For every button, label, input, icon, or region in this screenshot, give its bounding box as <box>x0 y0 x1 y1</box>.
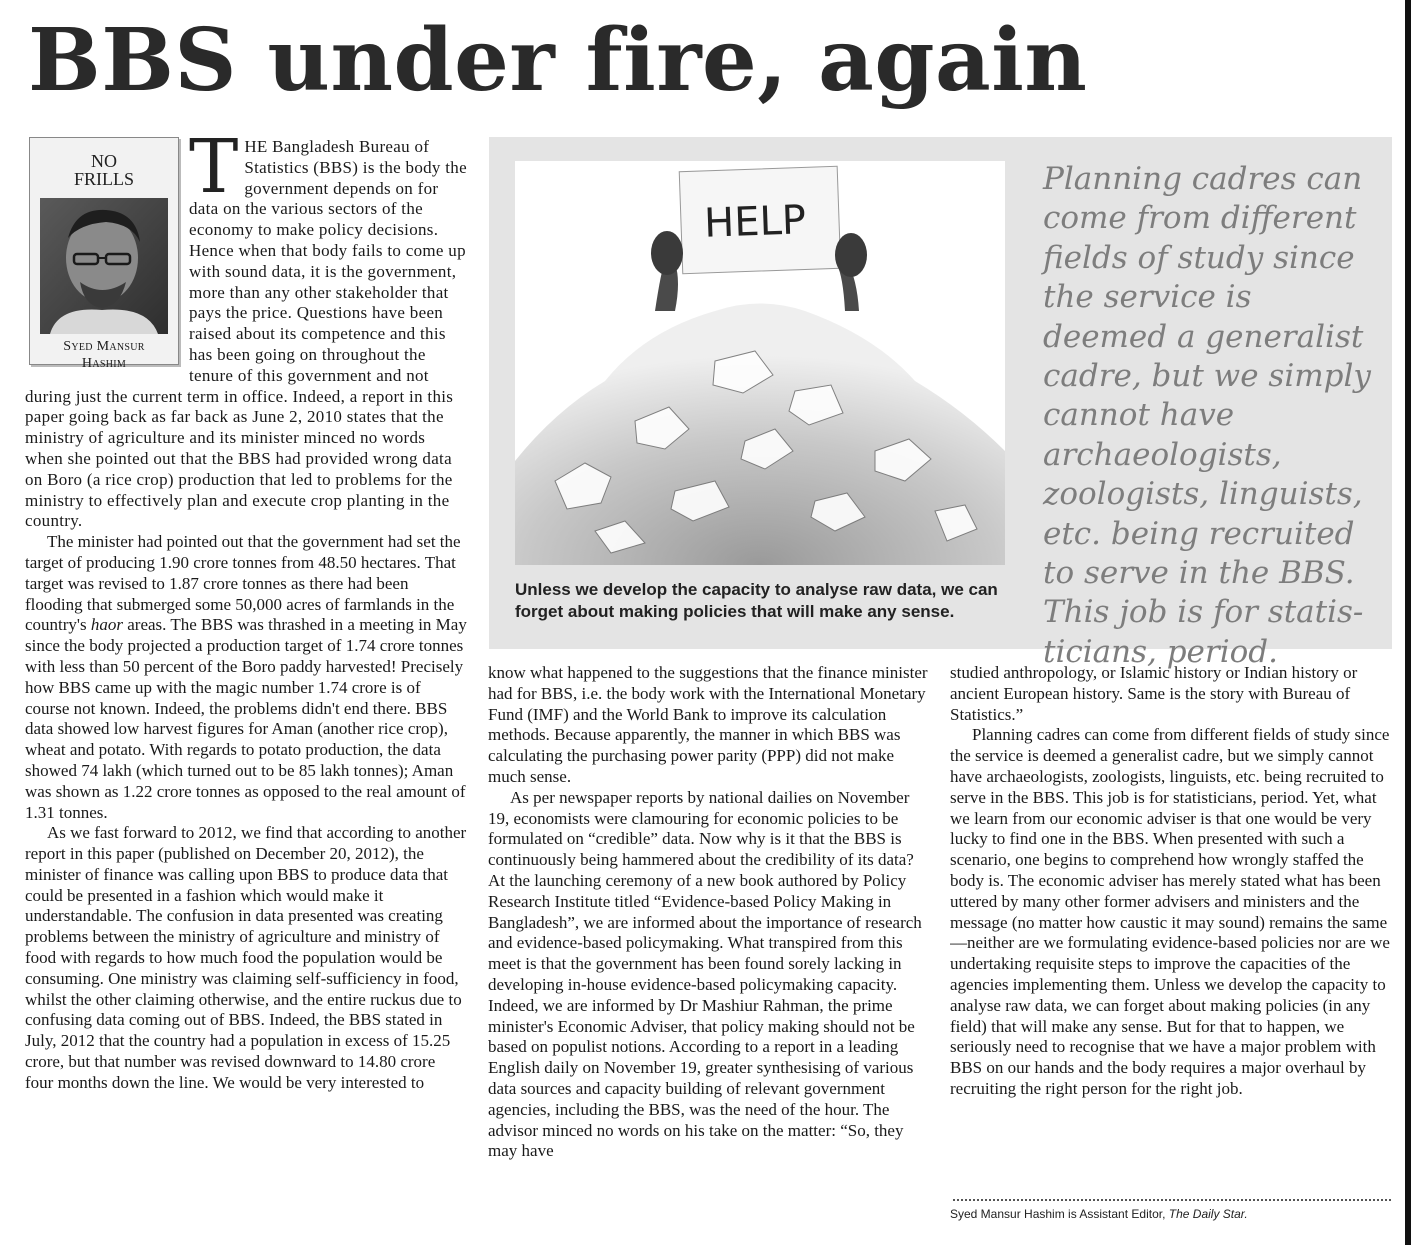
article-paragraph: As per newspaper reports by national dailies on November 19, economists were clamouring for economic policies to be formulated on “credible” data. Now why is it that the BBS is continuously being hammered about the credibility of its data? At the launching ceremony of a new book authored by Policy Research Institute titled “Evidence-based Policy Making in Bangladesh”, we are informed about the importance of research and evidence-based policymaking. What transpired from this meet is that the government has been found sorely lacking in developing in-house evidence-based policymaking capacity. Indeed, we are informed by Dr Mashiur Rahman, the prime minister's Economic Adviser, that policy making should not be based on populist notions. According to a report in a leading English daily on November 19, greater synthesising of various data sources and capacity building of relevant government agencies, including the BBS, was the need of the hour. The advisor minced no words on his take on the matter: “So, they may have <box>488 787 922 1161</box>
author-photo <box>40 198 168 334</box>
column-name-line1: NO <box>91 151 117 171</box>
article-column-3 <box>950 663 1390 1233</box>
column-name <box>30 152 178 188</box>
author-name-line2: Hashim <box>81 356 127 371</box>
byline-box <box>29 137 179 371</box>
help-illustration <box>515 161 1005 565</box>
article-paragraph: Planning cadres can come from different fields of study since the service is deemed a generalist cadre, but we simply cannot have archaeologists, zoologists, linguists, etc. being recruited to serve in the BBS. This job is for statisticians, period. Yet, what we learn from our economic adviser is that one would be very lucky to find one in the BBS. When presented with such a scenario, one begins to comprehend how wrongly staffed the body is. The economic adviser has merely stated what has been uttered by many other former advisers and ministers and the message (no matter how caustic it may sound) remains the same—neither are we formulating evidence-based policies nor are we undertaking requisite steps to improve the capacities of the agencies implementing them. Unless we develop the capacity to analyse raw data, we can forget about making policies (in any field) that will make any sense. But for that to happen, we seriously need to recognise that we have a major problem with BBS on our hands and the body requires a major overhaul by recruiting the right person for the right job. <box>950 725 1390 1098</box>
article-column-1 <box>25 137 467 1237</box>
drop-cap: T <box>189 137 239 210</box>
article-column-2 <box>488 663 931 1233</box>
image-caption: Unless we develop the capacity to analyse raw data, we can forget about making policies that will make any sense. <box>515 580 998 621</box>
paragraph-text: The minister had pointed out that the government had set the target of producing 1.90 crore tonnes from 48.50 hectares. That target was revised to 1.87 crore tonnes as there had been flooding that submerged some 50,000 acres of farmlands in the country's <box>25 532 461 635</box>
author-name-line1: Syed Mansur <box>63 339 145 354</box>
pull-quote: Planning cadres can come from different fields of study since the service is deemed a generalist cadre, but we simply cannot have archaeologists, zoologists, linguists, etc. being recruited to serve in the BBS. This job is for statis-ticians, period. <box>1043 161 1371 670</box>
article-paragraph: know what happened to the suggestions that the finance minister had for BBS, i.e. the body work with the International Monetary Fund (IMF) and the World Bank to improve its calculation methods. Because apparently, the manner in which BBS was calculating the purchasing power parity (PPP) did not make much sense. <box>488 663 928 786</box>
tagline-text: Syed Mansur Hashim is Assistant Editor, <box>950 1207 1166 1221</box>
column-name-line2: FRILLS <box>73 169 134 189</box>
article-paragraph <box>25 532 467 823</box>
article-paragraph: As we fast forward to 2012, we find that according to another report in this paper (published on December 20, 2012), the minister of finance was calling upon BBS to produce data that could be presented in a fashion which would make it understandable. The confusion in data presented was creating problems between the ministry of agriculture and ministry of food with regards to how much food the population would be consuming. One ministry was claiming self-sufficiency in food, whilst the other claiming otherwise, and the entire ruckus due to confusing data coming out of BBS. Indeed, the BBS stated in July, 2012 that the country had a population in excess of 15.25 crore, but that number was revised downward to 14.80 crore four months down the line. We would be very interested to <box>25 823 467 1092</box>
author-tagline <box>950 1207 1248 1221</box>
italic-term: haor <box>90 615 123 635</box>
publication-name: The Daily Star. <box>1168 1207 1248 1221</box>
lead-text: HE Bangladesh Bureau of Statistics (BBS) is the body the government depends on for data on the various sectors of the economy to make policy decisions. Hence when that body fails to come up with sound data, it is the government, more than any other stakeholder that pays the price. Questions have been raised about its competence and this has been going on throughout the tenure of this government and not during just the current term in office. Indeed, a report in this paper going back as far back as June 2, 2010 states that the ministry of agriculture and its minister minced no words when she pointed out that the BBS had provided wrong data on Boro (a rice crop) production that led to problems for the ministry to effectively plan and execute crop planting in the country. <box>25 137 467 531</box>
author-name <box>30 338 178 372</box>
page-edge-border <box>1405 0 1411 1245</box>
dotted-divider <box>953 1199 1391 1201</box>
help-sign-text: HELP <box>703 197 807 247</box>
article-paragraph: studied anthropology, or Islamic history or Indian history or ancient European history. Same is the story with Bureau of Statistics.” <box>950 663 1358 724</box>
illustration-graphic <box>515 161 1005 565</box>
paragraph-text: areas. The BBS was thrashed in a meeting in May since the body projected a production target of 1.74 crore tonnes with less than 50 percent of the Boro paddy harvested! Precisely how BBS came up with the magic number 1.74 crore is of course not known. Indeed, the problems didn't end there. BBS data showed low harvest figures for Aman (another rice crop), wheat and potato. With regards to potato production, the data showed 74 lakh (which turned out to be 85 lakh tonnes); Aman was shown as 1.22 crore tonnes as opposed to the real amount of 1.31 tonnes. <box>25 615 467 822</box>
headline: BBS under fire, again <box>28 10 1088 111</box>
feature-box <box>489 137 1392 670</box>
